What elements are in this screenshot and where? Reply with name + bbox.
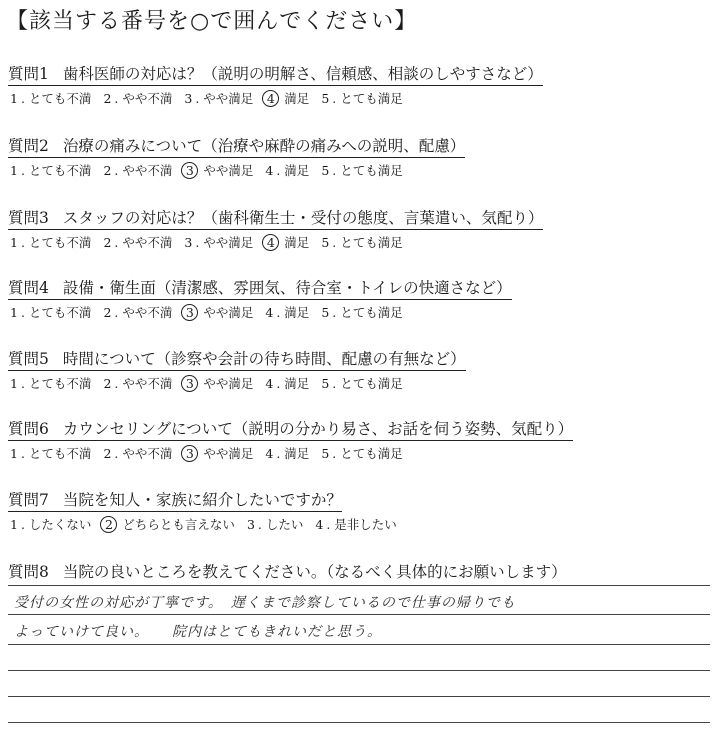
option-label: とても不満: [28, 376, 92, 391]
option-label: やや満足: [203, 446, 254, 461]
option-1: [10, 161, 91, 179]
option-label: とても不満: [28, 305, 92, 320]
question-title: [8, 347, 466, 371]
option-1: [10, 233, 91, 251]
question-text: カウンセリングについて（説明の分かり易さ、お話を伺う姿勢、気配り）: [62, 420, 574, 438]
option-label: 満足: [284, 446, 310, 461]
option-3-selected: [184, 444, 253, 462]
question-3: [8, 206, 708, 251]
option-3-selected: [184, 161, 253, 179]
option-2: [103, 161, 172, 179]
option-dot: .: [20, 91, 25, 106]
option-1: [10, 515, 91, 533]
option-number: 3: [181, 375, 198, 392]
answer-line: [8, 722, 710, 723]
question-title: [8, 134, 465, 158]
answer-line: [8, 585, 710, 586]
question-number: 質問4: [8, 279, 49, 297]
option-dot: .: [276, 163, 281, 178]
option-dot: .: [114, 305, 119, 320]
option-5: [321, 303, 402, 321]
option-number: 4: [262, 234, 279, 251]
option-number: 1: [10, 446, 18, 461]
question-5: [8, 347, 708, 392]
option-label: やや不満: [122, 376, 173, 391]
option-2: [103, 89, 172, 107]
option-dot: .: [332, 163, 337, 178]
question-2: [8, 134, 708, 179]
option-dot: .: [276, 446, 281, 461]
option-label: やや不満: [122, 305, 173, 320]
option-dot: .: [20, 446, 25, 461]
question-title: [8, 62, 543, 86]
option-label: やや不満: [122, 163, 173, 178]
option-number: 3: [184, 235, 193, 250]
option-label: 是非したい: [334, 517, 397, 532]
option-4-selected: [265, 89, 309, 107]
option-dot: .: [276, 376, 281, 391]
option-dot: .: [257, 517, 262, 532]
option-label: やや満足: [203, 163, 254, 178]
question-title: [8, 206, 543, 230]
option-number: 1: [10, 91, 18, 106]
option-label: とても満足: [340, 163, 403, 178]
option-number: 1: [10, 376, 18, 391]
option-number: 1: [10, 235, 18, 250]
question-6: [8, 417, 708, 462]
option-dot: .: [195, 91, 200, 106]
question-number: 質問2: [8, 137, 49, 155]
option-label: 満足: [284, 305, 310, 320]
option-number: 2: [103, 91, 112, 106]
option-number: 4: [265, 163, 274, 178]
question-title: [8, 488, 342, 512]
option-5: [321, 233, 402, 251]
option-label: とても不満: [28, 163, 92, 178]
question-7: [8, 488, 708, 533]
instruction-header: 【該当する番号を○で囲んでください】: [6, 9, 418, 34]
option-number: 4: [265, 376, 274, 391]
option-dot: .: [114, 163, 119, 178]
option-number: 1: [10, 163, 18, 178]
option-dot: .: [332, 305, 337, 320]
option-dot: .: [326, 517, 331, 532]
option-1: [10, 89, 91, 107]
option-3: [247, 515, 303, 533]
option-number: 5: [321, 235, 330, 250]
option-dot: .: [20, 517, 25, 532]
option-label: とても満足: [340, 376, 403, 391]
option-5: [321, 444, 402, 462]
options: [8, 444, 708, 462]
question-4: [8, 276, 708, 321]
option-dot: .: [20, 235, 25, 250]
question-title: [8, 560, 567, 583]
option-dot: .: [276, 305, 281, 320]
option-2: [103, 444, 172, 462]
option-number: 2: [103, 376, 112, 391]
answer-line: [8, 696, 710, 697]
option-number: 3: [184, 91, 193, 106]
option-dot: .: [114, 446, 119, 461]
question-number: 質問5: [8, 350, 49, 368]
option-dot: .: [332, 376, 337, 391]
option-label: やや不満: [122, 235, 173, 250]
option-number: 5: [321, 376, 330, 391]
option-number: 4: [265, 305, 274, 320]
options: [8, 89, 708, 107]
question-number: 質問3: [8, 209, 49, 227]
options: [8, 303, 708, 321]
option-number: 5: [321, 163, 330, 178]
option-5: [321, 374, 402, 392]
option-number: 3: [181, 445, 198, 462]
option-dot: .: [195, 235, 200, 250]
option-4: [265, 303, 309, 321]
question-title: [8, 276, 512, 300]
option-number: 4: [262, 90, 279, 107]
option-label: したい: [265, 517, 304, 532]
question-text: 歯科医師の対応は？（説明の明解さ、信頼感、相談のしやすさなど）: [62, 65, 543, 83]
question-number: 質問7: [8, 491, 49, 509]
option-number: 2: [100, 516, 117, 533]
option-2: [103, 374, 172, 392]
option-number: 3: [181, 304, 198, 321]
option-label: したくない: [28, 517, 92, 532]
option-number: 3: [246, 517, 255, 532]
option-number: 1: [10, 305, 18, 320]
option-4: [265, 161, 309, 179]
option-label: どちらとも言えない: [122, 517, 235, 532]
option-3: [184, 89, 253, 107]
question-8: [8, 560, 708, 583]
option-label: やや満足: [203, 91, 254, 106]
option-2-selected: [103, 515, 235, 533]
question-text: スタッフの対応は？（歯科衛生士・受付の態度、言葉遣い、気配り）: [62, 209, 544, 227]
option-label: やや不満: [122, 91, 173, 106]
options: [8, 233, 708, 251]
option-label: とても不満: [28, 91, 92, 106]
option-2: [103, 233, 172, 251]
option-label: やや満足: [203, 235, 254, 250]
option-number: 2: [103, 305, 112, 320]
question-text: 当院の良いところを教えてください。（なるべく具体的にお願いします）: [62, 563, 567, 581]
option-dot: .: [20, 376, 25, 391]
option-number: 2: [103, 235, 112, 250]
option-4: [265, 374, 309, 392]
option-4: [265, 444, 309, 462]
question-number: 質問1: [8, 65, 49, 83]
option-4-selected: [265, 233, 309, 251]
question-text: 当院を知人・家族に紹介したいですか？: [62, 491, 342, 509]
question-text: 設備・衛生面（清潔感、雰囲気、待合室・トイレの快適さなど）: [62, 279, 512, 297]
option-2: [103, 303, 172, 321]
option-dot: .: [332, 91, 337, 106]
option-1: [10, 303, 91, 321]
option-number: 2: [103, 446, 112, 461]
option-label: とても満足: [340, 91, 403, 106]
handwritten-answer-line-2: よっていけて良い。 院内はとてもきれいだと思う。: [14, 624, 382, 640]
option-label: 満足: [284, 163, 310, 178]
option-label: とても満足: [340, 305, 403, 320]
option-label: とても満足: [340, 446, 403, 461]
option-dot: .: [332, 446, 337, 461]
answer-line: [8, 670, 710, 671]
option-label: 満足: [284, 235, 310, 250]
option-4: [315, 515, 396, 533]
options: [8, 374, 708, 392]
option-label: とても不満: [28, 446, 92, 461]
option-number: 3: [181, 162, 198, 179]
option-3-selected: [184, 303, 253, 321]
option-number: 1: [10, 517, 18, 532]
answer-line: [8, 644, 710, 645]
question-title: [8, 417, 573, 441]
option-number: 2: [103, 163, 112, 178]
option-dot: .: [332, 235, 337, 250]
question-number: 質問8: [8, 563, 49, 581]
answer-line: [8, 614, 710, 615]
option-number: 5: [321, 305, 330, 320]
option-label: とても不満: [28, 235, 92, 250]
option-5: [321, 161, 402, 179]
question-1: [8, 62, 708, 107]
option-label: 満足: [284, 91, 310, 106]
question-number: 質問6: [8, 420, 49, 438]
handwritten-answer-line-1: 受付の女性の対応が丁寧です。 遅くまで診察しているので仕事の帰りでも: [14, 595, 516, 611]
options: [8, 161, 708, 179]
option-label: 満足: [284, 376, 310, 391]
option-number: 4: [265, 446, 274, 461]
option-dot: .: [20, 163, 25, 178]
options: [8, 515, 708, 533]
option-number: 5: [321, 91, 330, 106]
option-number: 5: [321, 446, 330, 461]
option-3: [184, 233, 253, 251]
option-dot: .: [114, 235, 119, 250]
question-text: 時間について（診察や会計の待ち時間、配慮の有無など）: [62, 350, 466, 368]
option-label: とても満足: [340, 235, 403, 250]
option-number: 4: [315, 517, 324, 532]
option-3-selected: [184, 374, 253, 392]
option-dot: .: [20, 305, 25, 320]
option-1: [10, 444, 91, 462]
option-5: [321, 89, 402, 107]
option-dot: .: [114, 376, 119, 391]
option-1: [10, 374, 91, 392]
option-label: やや満足: [203, 376, 254, 391]
option-label: やや満足: [203, 305, 254, 320]
question-text: 治療の痛みについて（治療や麻酔の痛みへの説明、配慮）: [62, 137, 466, 155]
option-label: やや不満: [122, 446, 173, 461]
option-dot: .: [114, 91, 119, 106]
